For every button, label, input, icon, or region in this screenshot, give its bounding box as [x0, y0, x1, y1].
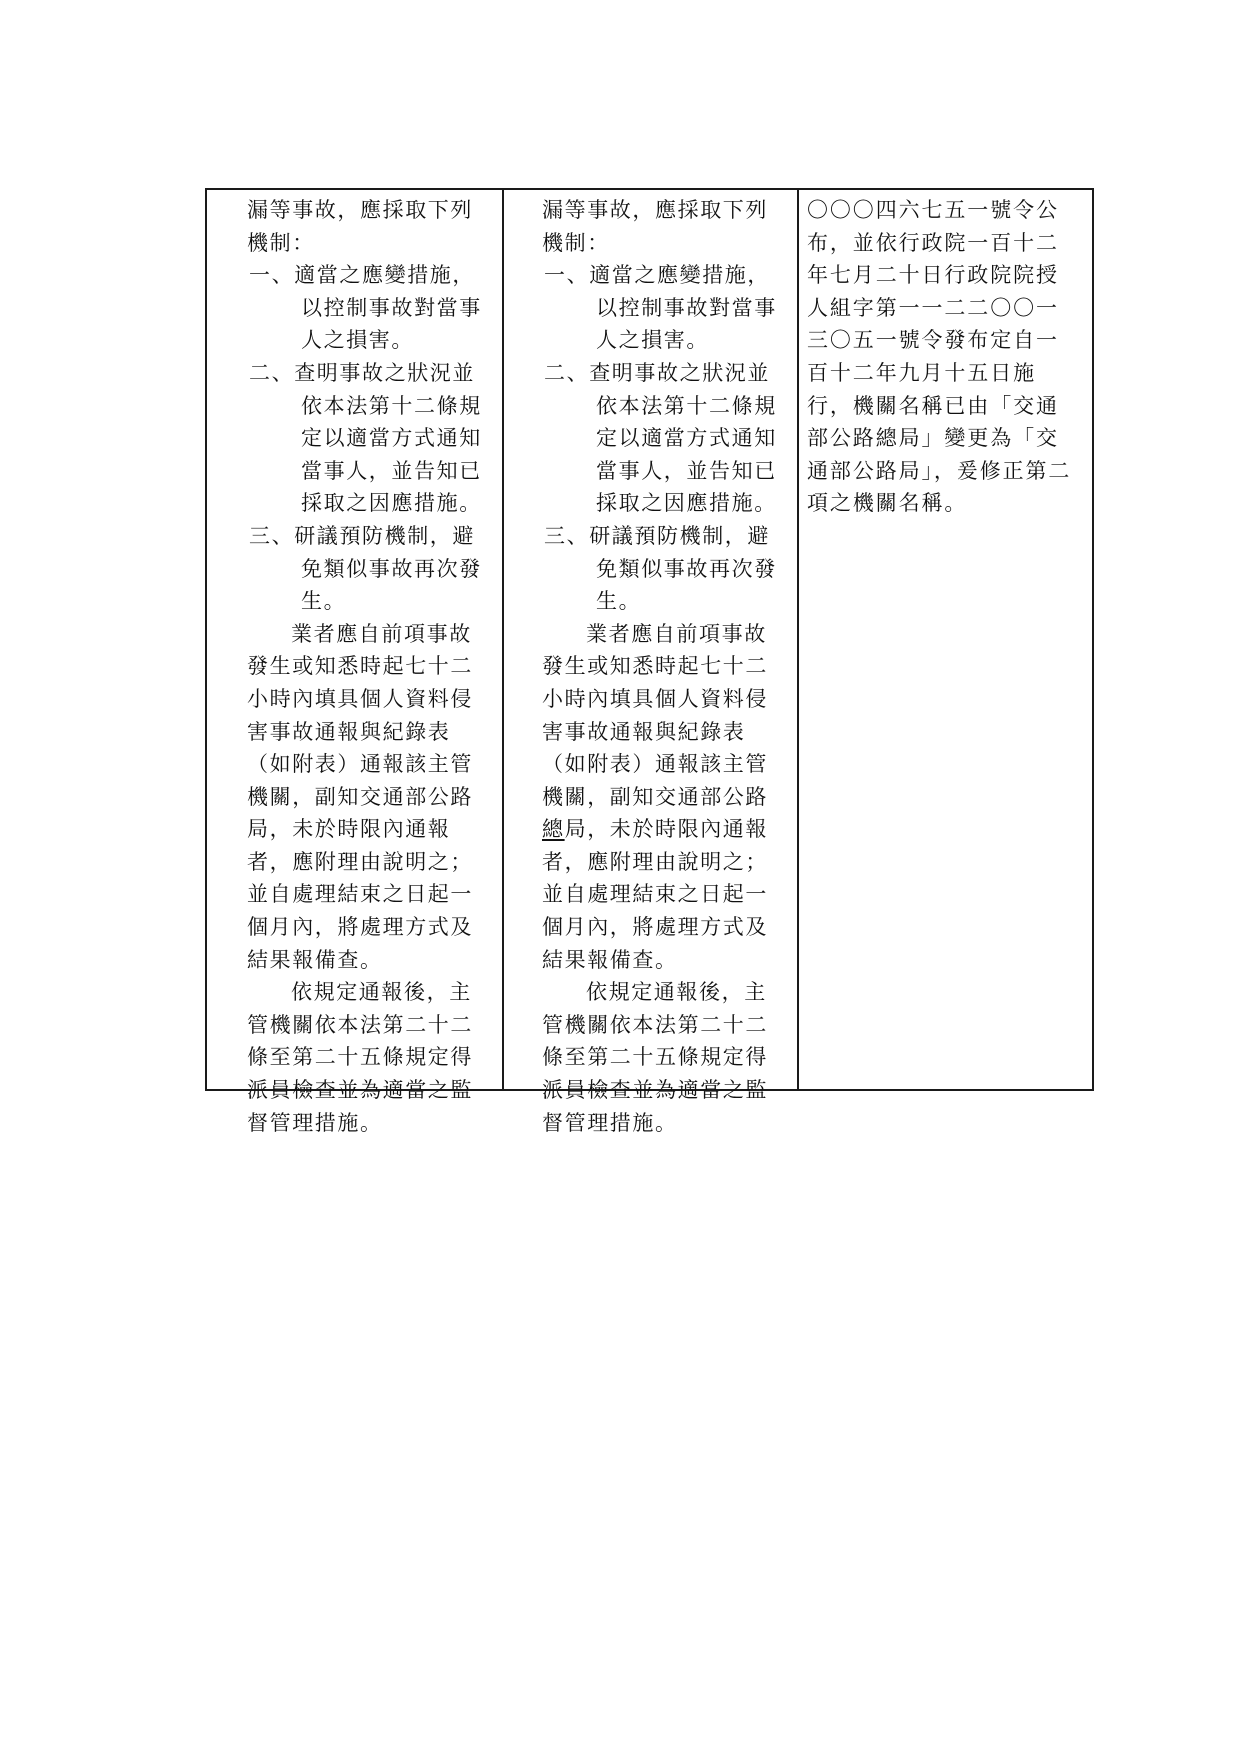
text-line: 定以適當方式通知: [301, 426, 482, 451]
list-item-2: 二、查明事故之狀況並: [544, 360, 770, 385]
text-line: 通部公路局」，爰修正第二: [807, 458, 1072, 483]
column-previous-text: [504, 190, 799, 1135]
text-line: （如附表）通報該主管: [247, 752, 473, 777]
text-line: 派員檢查並為適當之監: [247, 1078, 473, 1103]
text-line: 督管理措施。: [247, 1110, 383, 1135]
text-line: 百十二年九月十五日施: [807, 360, 1036, 385]
list-item-3: 三、研議預防機制，避: [544, 523, 770, 548]
text-line: 條至第二十五條規定得: [247, 1045, 473, 1070]
text-line: 採取之因應措施。: [596, 491, 777, 516]
text-line: 機關，副知交通部公路: [247, 784, 473, 809]
text-line: 害事故通報與紀錄表: [542, 719, 746, 744]
paragraph-start: 業者應自前項事故: [291, 621, 472, 646]
paragraph-start: 業者應自前項事故: [586, 621, 767, 646]
list-item-1: 一、適當之應變措施，: [544, 263, 770, 288]
text-line: 當事人，並告知已: [596, 458, 777, 483]
text-segment: 局，未於時限內通報: [564, 817, 769, 842]
text-line: 發生或知悉時起七十二: [542, 654, 768, 679]
text-line: 三〇五一號令發布定自一: [807, 328, 1059, 353]
text-line: 以控制事故對當事: [596, 295, 777, 320]
text-line: 管機關依本法第二十二: [247, 1012, 473, 1037]
text-line: 當事人，並告知已: [301, 458, 482, 483]
text-line: 機制：: [542, 230, 610, 255]
text-line: （如附表）通報該主管: [542, 752, 768, 777]
text-line: 布，並依行政院一百十二: [807, 230, 1059, 255]
underlined-word: 總: [542, 817, 565, 842]
text-line: 者，應附理由說明之；: [542, 849, 768, 874]
text-line: 免類似事故再次發: [301, 556, 482, 581]
text-line: 發生或知悉時起七十二: [247, 654, 473, 679]
text-line: 機制：: [247, 230, 315, 255]
paragraph-start: 依規定通報後，主: [291, 980, 472, 1005]
text-line: 者，應附理由說明之；: [247, 849, 473, 874]
text-line: 督管理措施。: [542, 1110, 678, 1135]
text-line: 漏等事故，應採取下列: [542, 198, 768, 222]
text-line: 人之損害。: [596, 328, 709, 353]
list-item-3: 三、研議預防機制，避: [249, 523, 475, 548]
text-line: 漏等事故，應採取下列: [247, 198, 473, 222]
text-line: 管機關依本法第二十二: [542, 1012, 768, 1037]
text-line: 派員檢查並為適當之監: [542, 1078, 768, 1103]
text-line: 並自處理結束之日起一: [542, 882, 768, 907]
text-line: 生。: [596, 589, 642, 614]
text-line: 小時內填具個人資料侵: [542, 686, 768, 711]
text-line: 定以適當方式通知: [596, 426, 777, 451]
text-line: 依本法第十二條規: [596, 393, 777, 418]
text-line: 局，未於時限內通報: [247, 817, 451, 842]
text-line: 項之機關名稱。: [807, 491, 968, 516]
text-line: 條至第二十五條規定得: [542, 1045, 768, 1070]
column-current-text: [207, 190, 504, 1135]
text-line: 小時內填具個人資料侵: [247, 686, 473, 711]
text-line: 採取之因應措施。: [301, 491, 482, 516]
text-line: 行，機關名稱已由「交通: [807, 393, 1059, 418]
text-line: 生。: [301, 589, 347, 614]
text-line: 年七月二十日行政院院授: [807, 263, 1059, 288]
text-line: [542, 813, 783, 846]
text-line: 個月內，將處理方式及: [542, 915, 768, 940]
text-line: 〇〇〇四六七五一號令公: [807, 198, 1059, 222]
text-line: 人之損害。: [301, 328, 414, 353]
comparison-table: [205, 188, 1094, 1135]
text-line: 人組字第一一二二〇〇一: [807, 295, 1059, 320]
column-explanation: [799, 190, 1092, 1089]
text-line: 機關，副知交通部公路: [542, 784, 768, 809]
text-line: 結果報備查。: [542, 947, 678, 972]
text-line: 並自處理結束之日起一: [247, 882, 473, 907]
paragraph-start: 依規定通報後，主: [586, 980, 767, 1005]
text-line: 結果報備查。: [247, 947, 383, 972]
text-line: 害事故通報與紀錄表: [247, 719, 451, 744]
list-item-2: 二、查明事故之狀況並: [249, 360, 475, 385]
text-line: 個月內，將處理方式及: [247, 915, 473, 940]
text-line: 以控制事故對當事: [301, 295, 482, 320]
text-line: 部公路總局」變更為「交: [807, 426, 1059, 451]
list-item-1: 一、適當之應變措施，: [249, 263, 475, 288]
text-line: 免類似事故再次發: [596, 556, 777, 581]
text-line: 依本法第十二條規: [301, 393, 482, 418]
